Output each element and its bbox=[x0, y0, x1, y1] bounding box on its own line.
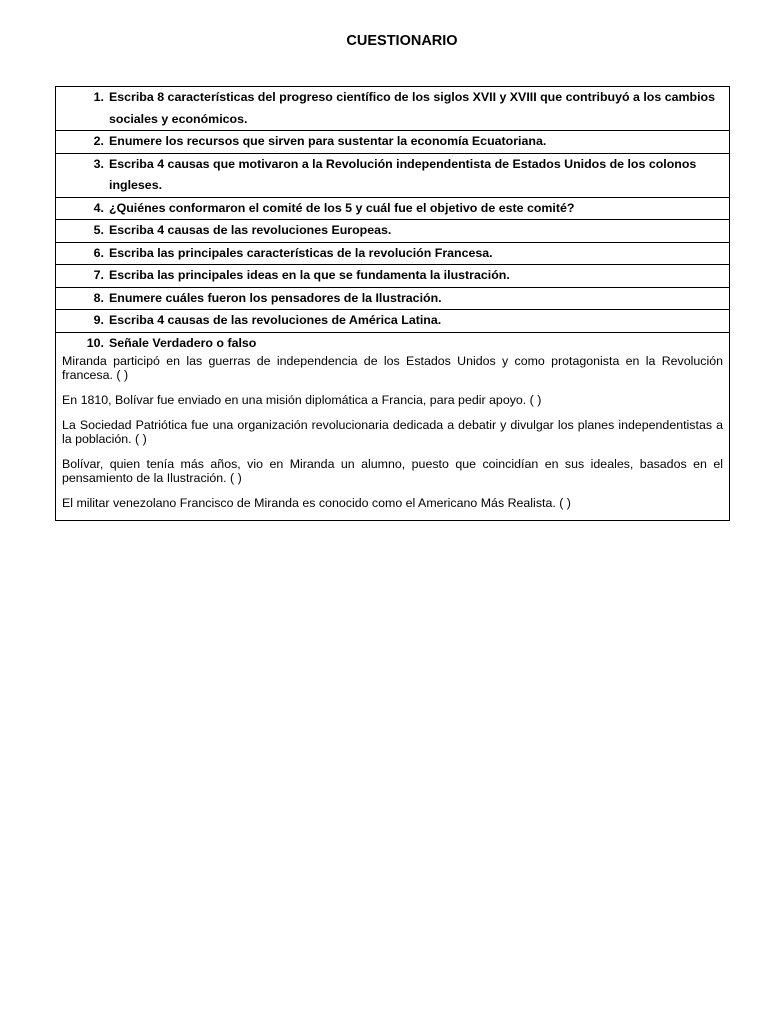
question-text: Escriba las principales características de la revolución Francesa. bbox=[109, 245, 493, 260]
question-row bbox=[56, 333, 729, 355]
question-row bbox=[56, 198, 729, 221]
true-false-section bbox=[56, 354, 729, 520]
question-text: ¿Quiénes conformaron el comité de los 5 y cuál fue el objetivo de este comité? bbox=[109, 200, 575, 215]
question-number: 10. bbox=[86, 335, 104, 350]
true-false-statement: La Sociedad Patriótica fue una organización revolucionaria dedicada a debatir y divulgar los planes independentistas a la población. ( ) bbox=[62, 418, 723, 446]
question-number: 6. bbox=[93, 245, 104, 260]
question-text: Enumere cuáles fueron los pensadores de la Ilustración. bbox=[109, 290, 442, 305]
question-row bbox=[56, 288, 729, 311]
question-row bbox=[56, 243, 729, 266]
question-row bbox=[56, 220, 729, 243]
question-number: 2. bbox=[93, 134, 104, 148]
question-text: Enumere los recursos que sirven para sustentar la economía Ecuatoriana. bbox=[109, 134, 547, 148]
question-number: 4. bbox=[93, 200, 104, 215]
question-number: 1. bbox=[93, 90, 104, 104]
question-text: Escriba 4 causas de las revoluciones Europeas. bbox=[109, 223, 392, 237]
question-number: 9. bbox=[93, 313, 104, 327]
question-number: 7. bbox=[93, 268, 104, 282]
true-false-statement: Miranda participó en las guerras de independencia de los Estados Unidos y como protagonista en la Revolución francesa. ( ) bbox=[62, 354, 723, 382]
question-row bbox=[56, 131, 729, 154]
question-number: 3. bbox=[93, 156, 104, 171]
question-number: 5. bbox=[93, 223, 104, 237]
question-text: Escriba las principales ideas en la que se fundamenta la ilustración. bbox=[109, 268, 510, 282]
page-title: CUESTIONARIO bbox=[346, 33, 458, 49]
question-row bbox=[56, 310, 729, 333]
true-false-statement: En 1810, Bolívar fue enviado en una misión diplomática a Francia, para pedir apoyo. ( ) bbox=[62, 393, 542, 407]
question-row bbox=[56, 154, 729, 198]
true-false-statement: El militar venezolano Francisco de Miranda es conocido como el Americano Más Realista. ( ) bbox=[62, 496, 571, 510]
true-false-statement: Bolívar, quien tenía más años, vio en Miranda un alumno, puesto que coincidían en sus ideales, basados en el pensamiento de la Ilustración. ( ) bbox=[62, 457, 723, 485]
question-row bbox=[56, 87, 729, 131]
question-text: Escriba 4 causas que motivaron a la Revolución independentista de Estados Unidos de los colonos ingleses. bbox=[109, 156, 697, 192]
question-number: 8. bbox=[93, 290, 104, 305]
questionnaire-table bbox=[55, 86, 730, 521]
question-row bbox=[56, 265, 729, 288]
question-text: Señale Verdadero o falso bbox=[109, 335, 257, 350]
question-text: Escriba 8 características del progreso científico de los siglos XVII y XVIII que contribuyó a los cambios sociales y económicos. bbox=[109, 90, 715, 126]
question-text: Escriba 4 causas de las revoluciones de América Latina. bbox=[109, 313, 442, 327]
